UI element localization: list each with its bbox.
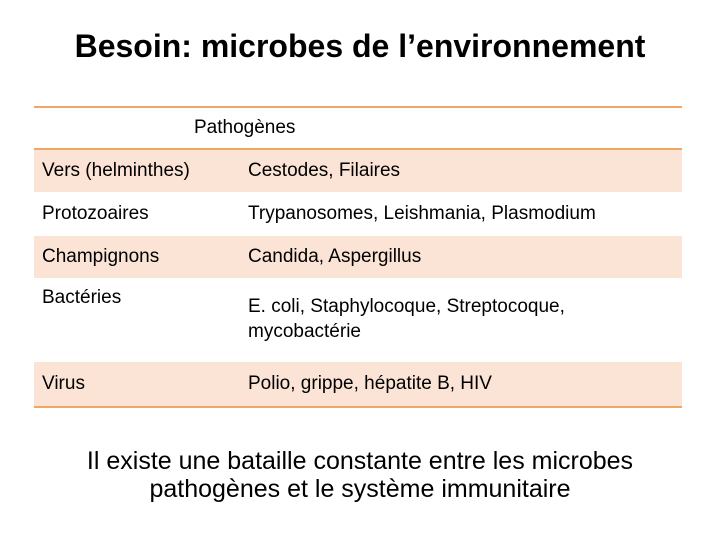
row-examples: Trypanosomes, Leishmania, Plasmodium <box>248 202 596 224</box>
row-category: Vers (helminthes) <box>42 159 190 181</box>
table-body <box>34 149 682 407</box>
footer-line-1: Il existe une bataille constante entre les microbes <box>86 447 634 475</box>
row-category: Bactéries <box>42 287 122 308</box>
table-row <box>34 149 682 192</box>
table-row <box>34 236 682 278</box>
table-header-row <box>34 107 682 149</box>
table-row <box>34 362 682 407</box>
row-category: Champignons <box>42 245 160 267</box>
pathogen-table <box>34 106 682 408</box>
row-category: Virus <box>42 372 85 394</box>
row-examples: Candida, Aspergillus <box>248 245 422 267</box>
row-examples: Cestodes, Filaires <box>248 159 401 181</box>
table-row <box>34 192 682 236</box>
pathogen-table-container <box>34 106 682 408</box>
footer-note <box>0 448 720 503</box>
footer-line-2: pathogènes et le système immunitaire <box>149 474 571 503</box>
column-header-pathogenes: Pathogènes <box>194 116 296 138</box>
table-header <box>34 107 682 149</box>
slide-title: Besoin: microbes de l’environnement <box>74 28 646 64</box>
row-examples: E. coli, Staphylocoque, Streptocoque, mycobactérie <box>248 296 565 342</box>
table-row <box>34 278 682 362</box>
row-examples: Polio, grippe, hépatite B, HIV <box>248 372 492 394</box>
row-category: Protozoaires <box>42 202 149 224</box>
